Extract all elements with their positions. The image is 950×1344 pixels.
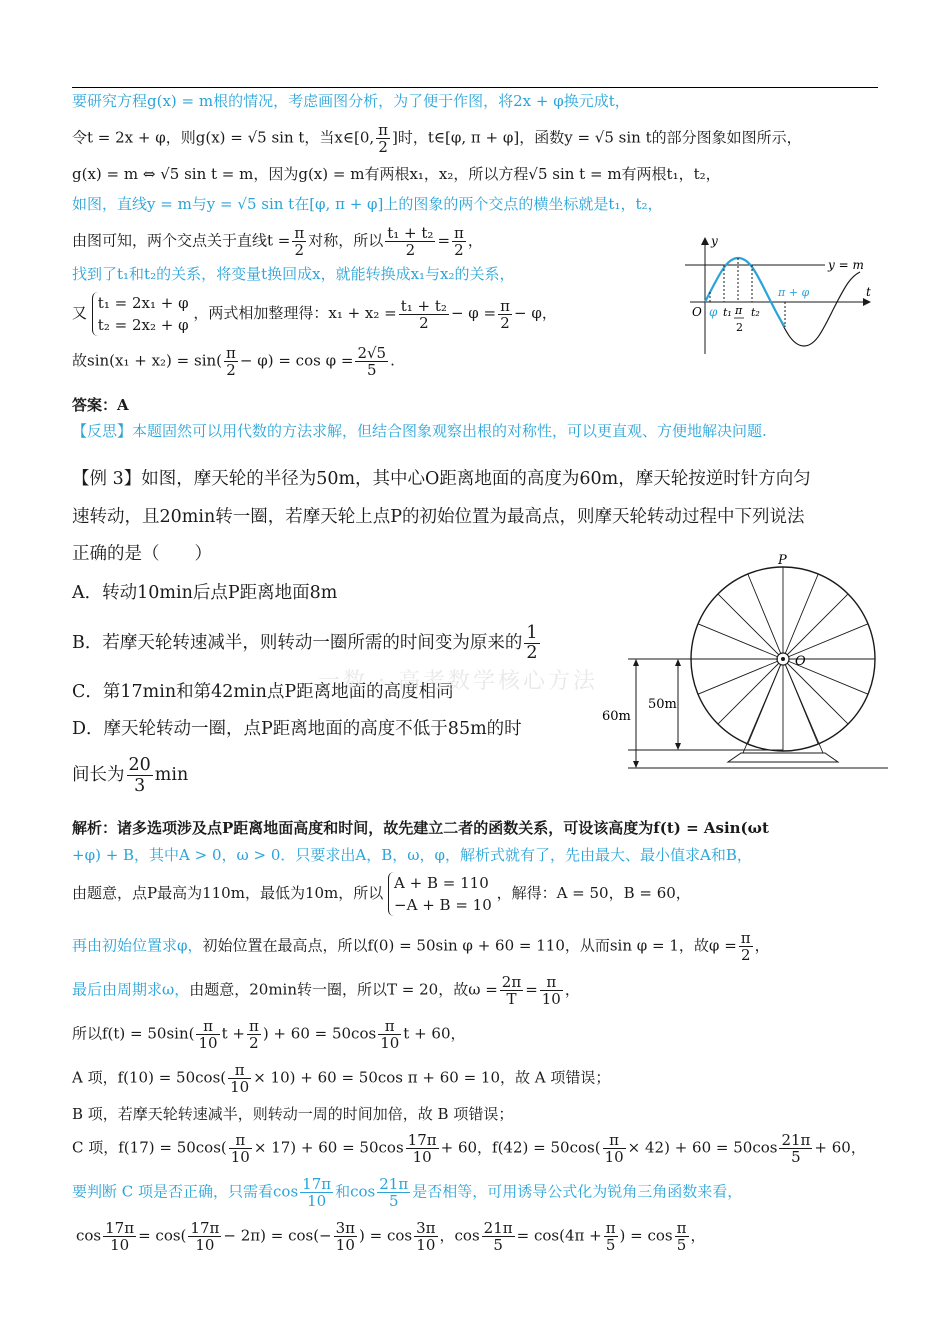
fraction: $\frac{\pi}{2}$ bbox=[740, 929, 751, 964]
pi-label: π bbox=[735, 304, 743, 317]
fraction: $\frac{\pi}{10}$ bbox=[230, 1131, 250, 1166]
example3-line3: 正确的是（ ） bbox=[72, 544, 212, 564]
origin-label: O bbox=[692, 305, 702, 319]
option-b: B．若摩天轮转速减半，则转动一圈所需的时间变为原来的 $\frac{1}{2}$ bbox=[72, 623, 538, 663]
fraction: $\frac{17\pi}{10}$ bbox=[407, 1131, 437, 1166]
fraction: $\frac{17\pi}{10}$ bbox=[105, 1219, 135, 1254]
solution-line5: 最后由周期求ω，由题意，20min转一圈，所以T = 20，故ω = $\frac{2\pi}{T}$ = $\frac{\pi}{10}$ ， bbox=[72, 973, 580, 1008]
solution-line6: 所以f(t) = 50sin( $\frac{\pi}{10}$ t + $\frac{\pi}{2}$ ) + 60 = 50cos $\frac{\pi}{10}$ t + 60， bbox=[72, 1017, 466, 1052]
answer: 答案：A bbox=[72, 396, 129, 414]
solution-line1 bbox=[72, 818, 769, 838]
reflection: 【反思】本题固然可以用代数的方法求解，但结合图象观察出根的对称性，可以更直观、方便地解决问题. bbox=[72, 422, 767, 440]
fraction: $\frac{\pi}{5}$ bbox=[676, 1219, 687, 1254]
point-p-label: P bbox=[778, 553, 787, 568]
solution-line7: A 项，f(10) = 50cos( $\frac{\pi}{10}$ × 10) + 60 = 50cos π + 60 = 10，故 A 项错误； bbox=[72, 1061, 611, 1096]
solution-line2: +φ) + B，其中A > 0，ω > 0．只要求出A，B，ω，φ，解析式就有了，先由最大、最小值求A和B， bbox=[72, 846, 752, 864]
fraction: $\frac{\pi}{10}$ bbox=[541, 973, 561, 1008]
pi-plus-phi-label: π + φ bbox=[778, 286, 810, 299]
fraction: $\frac{\pi}{5}$ bbox=[605, 1219, 616, 1254]
ferris-wheel-diagram bbox=[598, 548, 888, 778]
label-50m: 50m bbox=[648, 697, 677, 712]
solution-heading: 解析：诸多选项涉及点P距离地面高度和时间，故先建立二者的函数关系，可设该高度为f(t) = Asin(ωt bbox=[72, 819, 769, 837]
label-60m: 60m bbox=[602, 709, 631, 724]
solution-line9: C 项，f(17) = 50cos( $\frac{\pi}{10}$ × 17) + 60 = 50cos $\frac{17\pi}{10}$ + 60，f(42) = 50cos( $\frac{\pi}{10}$ × 42) + 60 = 50cos $\frac{21\pi}{5}$ + 60， bbox=[72, 1131, 866, 1166]
fraction: $\frac{2\pi}{T}$ bbox=[501, 973, 522, 1008]
wheel-spoke bbox=[783, 594, 848, 659]
fraction: $\frac{\text{t₁ + t₂}}{2}$ bbox=[400, 296, 447, 332]
fraction: $\frac{2√5}{5}$ bbox=[357, 344, 387, 379]
fraction: $\frac{17\pi}{10}$ bbox=[302, 1175, 332, 1210]
fraction: $\frac{\pi}{2}$ bbox=[226, 344, 236, 379]
option-d-line1: D．摩天轮转动一圈，点P距离地面的高度不低于85m的时 bbox=[72, 719, 522, 739]
fraction: $\frac{21\pi}{5}$ bbox=[781, 1131, 811, 1166]
point-o-label: O bbox=[795, 654, 806, 669]
wheel-base bbox=[728, 753, 838, 762]
p1-line5: 由图可知，两个交点关于直线t = $\frac{\pi}{2}$ 对称，所以 $\frac{\text{t₁ + t₂}}{2}$ = $\frac{\pi}{2}$ ， bbox=[72, 224, 483, 259]
fraction: $\frac{\pi}{2}$ bbox=[454, 224, 464, 259]
equation-system: A + B = 110 −A + B = 10 bbox=[388, 872, 492, 916]
p1-line3: g(x) = m ⇔ √5 sin t = m，因为g(x) = m有两根x₁，x₂，所以方程√5 sin t = m有两根t₁，t₂， bbox=[72, 165, 721, 183]
wheel-spoke bbox=[718, 594, 783, 659]
fraction: $\frac{17\pi}{10}$ bbox=[190, 1219, 220, 1254]
y-axis-label: y bbox=[711, 234, 718, 248]
fraction: $\frac{\pi}{2}$ bbox=[248, 1017, 259, 1052]
fraction: $\frac{\pi}{10}$ bbox=[230, 1061, 250, 1096]
solution-line8: B 项，若摩天轮转速减半，则转动一周的时间加倍，故 B 项错误； bbox=[72, 1105, 514, 1123]
equation-system: t₁ = 2x₁ + φ t₂ = 2x₂ + φ bbox=[92, 292, 189, 336]
option-d-line2: 间长为 $\frac{20}{3}$ min bbox=[72, 755, 189, 796]
header-rule bbox=[72, 87, 878, 88]
fraction: $\frac{21\pi}{5}$ bbox=[483, 1219, 513, 1254]
p1-line8: 故sin(x₁ + x₂) = sin( $\frac{\pi}{2}$ − φ) = cos φ = $\frac{2√5}{5}$ . bbox=[72, 344, 395, 379]
fraction: $\frac{1}{2}$ bbox=[526, 623, 538, 663]
fraction: $\frac{20}{3}$ bbox=[128, 755, 151, 796]
fraction: $\frac{\text{t₁ + t₂}}{2}$ bbox=[387, 224, 434, 259]
solution-line11: cos $\frac{17\pi}{10}$ = cos( $\frac{17\pi}{10}$ − 2π) = cos(− $\frac{3\pi}{10}$ ) = cos $\frac{3\pi}{10}$ ，cos $\frac{21\pi}{5}$ = cos(4π + $\frac{\pi}{5}$ ) = cos $\frac{\pi}{5}$ ， bbox=[76, 1219, 706, 1254]
sine-graph bbox=[680, 232, 880, 357]
example3-line1: 【例 3】如图，摩天轮的半径为50m，其中心O距离地面的高度为60m，摩天轮按逆时针方向匀 bbox=[72, 469, 811, 489]
solution-line3: 由题意，点P最高为110m，最低为10m，所以 A + B = 110 −A + B = 10 ，解得：A = 50，B = 60， bbox=[72, 874, 691, 914]
phi-label: φ bbox=[709, 305, 718, 319]
fraction: $\frac{3\pi}{10}$ bbox=[335, 1219, 356, 1254]
t2-label: t₂ bbox=[751, 306, 760, 319]
p1-line7: 又 t₁ = 2x₁ + φ t₂ = 2x₂ + φ ，两式相加整理得：x₁ + x₂ = $\frac{\text{t₁ + t₂}}{2}$ − φ = $\frac{\pi}{2}$ − φ， bbox=[72, 294, 557, 334]
line-label: y = m bbox=[828, 258, 864, 272]
solution-line10: 要判断 C 项是否正确，只需看cos $\frac{17\pi}{10}$ 和cos $\frac{21\pi}{5}$ 是否相等，可用诱导公式化为锐角三角函数来看， bbox=[72, 1175, 743, 1210]
fraction: $\frac{\pi}{2}$ bbox=[500, 296, 510, 332]
option-c: C．第17min和第42min点P距离地面的高度相同 bbox=[72, 682, 454, 702]
p1-line2: 令t = 2x + φ，则g(x) = √5 sin t，当x∈[0, $\frac{\pi}{2}$ ]时，t∈[φ, π + φ]，函数y = √5 sin t的部分图象如图所示， bbox=[72, 121, 802, 156]
p1-line6: 找到了t₁和t₂的关系，将变量t换回成x，就能转换成x₁与x₂的关系， bbox=[72, 265, 515, 283]
hub-center bbox=[781, 657, 785, 661]
example3-line2: 速转动，且20min转一圈，若摩天轮上点P的初始位置为最高点，则摩天轮转动过程中下列说法 bbox=[72, 507, 805, 527]
two-label: 2 bbox=[736, 321, 743, 334]
t1-label: t₁ bbox=[723, 306, 732, 319]
fraction: $\frac{\pi}{10}$ bbox=[604, 1131, 624, 1166]
solution-line4: 再由初始位置求φ，初始位置在最高点，所以f(0) = 50sin φ + 60 = 110，从而sin φ = 1，故φ = $\frac{\pi}{2}$ ， bbox=[72, 929, 770, 964]
fraction: $\frac{\pi}{2}$ bbox=[294, 224, 305, 259]
fraction: $\frac{3\pi}{10}$ bbox=[416, 1219, 436, 1254]
p1-line1: 要研究方程g(x) = m根的情况，考虑画图分析，为了便于作图，将2x + φ换元成t， bbox=[72, 92, 630, 110]
fraction: $\frac{\pi}{2}$ bbox=[378, 121, 389, 156]
t-axis-label: t bbox=[866, 285, 871, 299]
fraction: $\frac{21\pi}{5}$ bbox=[379, 1175, 409, 1210]
wheel-spoke bbox=[783, 659, 848, 724]
option-a: A．转动10min后点P距离地面8m bbox=[72, 583, 338, 603]
watermark: 一数 · 高考数学核心方法 bbox=[318, 669, 598, 694]
fraction: $\frac{\pi}{10}$ bbox=[380, 1017, 400, 1052]
p1-line4: 如图，直线y = m与y = √5 sin t在[φ, π + φ]上的图象的两个交点的横坐标就是t₁，t₂， bbox=[72, 195, 663, 213]
wheel-spoke bbox=[718, 659, 783, 724]
fraction: $\frac{\pi}{10}$ bbox=[198, 1017, 218, 1052]
